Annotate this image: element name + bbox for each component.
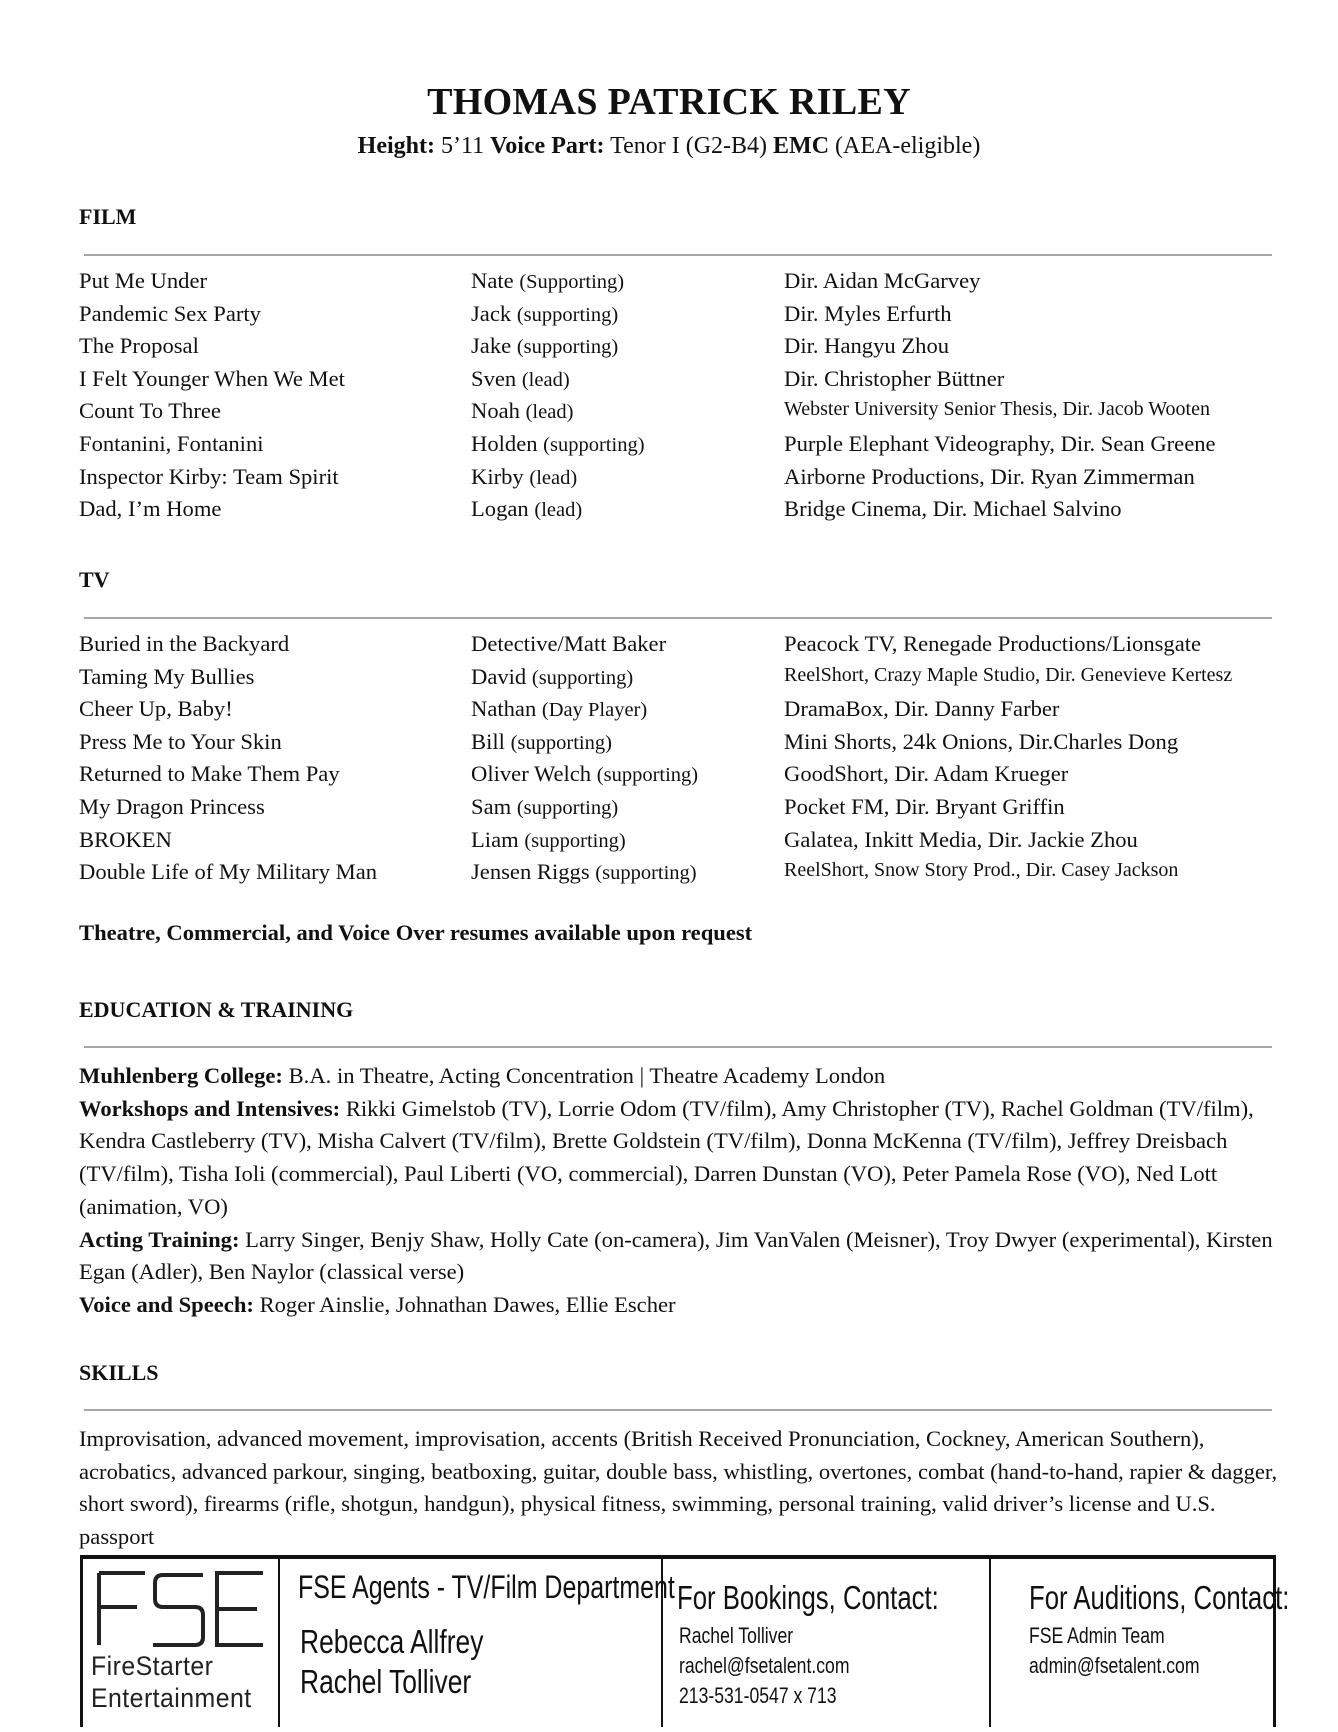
film-role-type: (lead) bbox=[525, 401, 574, 424]
film-title: Inspector Kirby: Team Spirit bbox=[79, 463, 339, 489]
tv-role: Nathan bbox=[471, 696, 537, 722]
tv-credit: DramaBox, Dir. Danny Farber bbox=[784, 696, 1060, 722]
bookings-phone: 213-531-0547 x 713 bbox=[679, 1683, 837, 1708]
tv-role: David bbox=[471, 663, 527, 689]
tv-role-type: (supporting) bbox=[510, 731, 612, 754]
film-role-cell bbox=[471, 398, 573, 424]
logo-line2: Entertainment bbox=[91, 1683, 252, 1713]
agents-title: FSE Agents - TV/Film Department bbox=[298, 1569, 675, 1605]
skills-divider bbox=[84, 1409, 1272, 1411]
workshops-text: Rikki Gimelstob (TV), Lorrie Odom (TV/film), Amy Christopher (TV), Rachel Goldman (TV/film), Kendra Castleberry (TV), Misha Calvert (TV/film), Brette Goldstein (TV/film), Donna McKenna (TV/film), Jeffrey Dreisbach (TV/film), Tisha Ioli (commercial), Paul Liberti (VO, commercial), Darren Dunstan (VO), Peter Pamela Rose (VO), Ned Lott (animation, VO) bbox=[79, 1095, 1254, 1219]
tv-credit-row bbox=[79, 827, 1279, 860]
bookings-name: Rachel Tolliver bbox=[679, 1623, 794, 1648]
film-title: Dad, I’m Home bbox=[79, 496, 222, 522]
tv-credit: Galatea, Inkitt Media, Dir. Jackie Zhou bbox=[784, 826, 1138, 852]
tv-role: Bill bbox=[471, 728, 505, 754]
film-title: I Felt Younger When We Met bbox=[79, 365, 345, 391]
film-credits-list bbox=[79, 268, 1279, 529]
film-role: Jake bbox=[471, 333, 512, 359]
college-line bbox=[79, 1060, 1279, 1093]
agency-box bbox=[80, 1555, 1290, 1727]
bookings-cell bbox=[663, 1559, 991, 1727]
film-role: Holden bbox=[471, 430, 538, 456]
tv-credit: ReelShort, Snow Story Prod., Dir. Casey Jackson bbox=[784, 859, 1179, 882]
tv-heading: TV bbox=[79, 567, 110, 592]
film-title: Fontanini, Fontanini bbox=[79, 430, 264, 456]
film-credit: Dir. Hangyu Zhou bbox=[784, 333, 950, 359]
bookings-email: rachel@fsetalent.com bbox=[679, 1653, 850, 1678]
tv-role-cell bbox=[471, 664, 633, 690]
film-title: Pandemic Sex Party bbox=[79, 300, 261, 326]
film-role-cell bbox=[471, 301, 618, 327]
film-credit-row bbox=[79, 496, 1279, 529]
film-role-type: (supporting) bbox=[516, 303, 619, 326]
tv-role-cell bbox=[471, 794, 618, 820]
voice-speech-text: Roger Ainslie, Johnathan Dawes, Ellie Escher bbox=[259, 1291, 676, 1317]
film-divider bbox=[84, 254, 1272, 256]
film-role-type: (lead) bbox=[529, 466, 578, 489]
film-role: Sven bbox=[471, 365, 517, 391]
tv-title: Double Life of My Military Man bbox=[79, 859, 378, 885]
tv-role-cell bbox=[471, 761, 698, 787]
tv-credit-row bbox=[79, 761, 1279, 794]
bookings-title: For Bookings, Contact: bbox=[677, 1579, 939, 1616]
tv-credits-list bbox=[79, 631, 1279, 892]
tv-title: Taming My Bullies bbox=[79, 663, 255, 689]
film-role-cell bbox=[471, 431, 645, 457]
education-body bbox=[79, 1060, 1279, 1322]
tv-title: My Dragon Princess bbox=[79, 793, 265, 819]
film-role: Kirby bbox=[471, 463, 524, 489]
tv-title: Buried in the Backyard bbox=[79, 631, 290, 656]
auditions-cell bbox=[991, 1559, 1290, 1727]
fse-logo-icon bbox=[93, 1569, 269, 1649]
film-title: Count To Three bbox=[79, 398, 221, 424]
acting-label: Acting Training: bbox=[79, 1226, 240, 1252]
tv-credit: Peacock TV, Renegade Productions/Lionsgate bbox=[784, 631, 1202, 656]
union-value: (AEA-eligible) bbox=[835, 133, 981, 159]
film-role: Logan bbox=[471, 496, 529, 522]
film-credit: Airborne Productions, Dir. Ryan Zimmerman bbox=[784, 463, 1195, 489]
tv-role-cell bbox=[471, 827, 626, 853]
tv-credit-row bbox=[79, 729, 1279, 762]
workshops-line bbox=[79, 1093, 1279, 1224]
film-credit: Dir. Aidan McGarvey bbox=[784, 268, 981, 293]
film-credit: Bridge Cinema, Dir. Michael Salvino bbox=[784, 496, 1122, 522]
film-role-type: (supporting) bbox=[543, 433, 645, 456]
skills-heading: SKILLS bbox=[79, 1360, 159, 1385]
tv-role: Detective/Matt Baker bbox=[471, 631, 667, 656]
tv-title: Press Me to Your Skin bbox=[79, 728, 282, 754]
agency-logo bbox=[83, 1559, 280, 1727]
film-credit: Dir. Christopher Büttner bbox=[784, 365, 1005, 391]
film-credit: Dir. Myles Erfurth bbox=[784, 300, 952, 326]
voice-line bbox=[79, 1289, 1279, 1322]
tv-credit-row bbox=[79, 696, 1279, 729]
tv-role-type: (supporting) bbox=[596, 764, 699, 787]
tv-credit: Mini Shorts, 24k Onions, Dir.Charles Dong bbox=[784, 728, 1179, 754]
tv-credit-row bbox=[79, 794, 1279, 827]
tv-role-type: (supporting) bbox=[531, 666, 634, 689]
logo-line1: FireStarter bbox=[91, 1651, 214, 1681]
height-value: 5’11 bbox=[441, 133, 485, 159]
tv-role: Sam bbox=[471, 793, 512, 819]
agent-1: Rebecca Allfrey bbox=[300, 1623, 484, 1660]
tv-divider bbox=[84, 617, 1272, 619]
height-label: Height: bbox=[357, 133, 435, 159]
film-title: Put Me Under bbox=[79, 268, 208, 293]
film-role: Noah bbox=[471, 398, 520, 424]
education-divider bbox=[84, 1046, 1272, 1048]
film-credit-row bbox=[79, 366, 1279, 399]
workshops-label: Workshops and Intensives: bbox=[79, 1095, 341, 1121]
film-role-cell bbox=[471, 366, 570, 392]
film-role-cell bbox=[471, 268, 624, 294]
film-role-type: (lead) bbox=[521, 368, 570, 391]
tv-role-cell bbox=[471, 729, 612, 755]
agent-2: Rachel Tolliver bbox=[300, 1663, 472, 1700]
acting-text: Larry Singer, Benjy Shaw, Holly Cate (on-camera), Jim VanValen (Meisner), Troy Dwyer (experimental), Kirsten Egan (Adler), Ben Naylor (classical verse) bbox=[79, 1226, 1273, 1285]
college-label: Muhlenberg College: bbox=[79, 1063, 283, 1088]
tv-credit: GoodShort, Dir. Adam Krueger bbox=[784, 761, 1069, 787]
acting-line bbox=[79, 1224, 1279, 1289]
film-credit-row bbox=[79, 464, 1279, 497]
film-role-type: (supporting) bbox=[516, 336, 619, 359]
auditions-name: FSE Admin Team bbox=[1029, 1623, 1165, 1648]
resumes-note: Theatre, Commercial, and Voice Over resumes available upon request bbox=[79, 920, 753, 945]
tv-credit-row bbox=[79, 859, 1279, 892]
agents-cell bbox=[280, 1559, 675, 1727]
film-credit-row bbox=[79, 301, 1279, 334]
tv-credit: ReelShort, Crazy Maple Studio, Dir. Genevieve Kertesz bbox=[784, 663, 1233, 686]
tv-credit-row bbox=[79, 664, 1279, 697]
tv-role-type: (supporting) bbox=[516, 796, 619, 819]
film-credit-row bbox=[79, 268, 1279, 301]
film-role: Jack bbox=[471, 300, 512, 326]
film-role-cell bbox=[471, 496, 582, 522]
tv-role-type: (supporting) bbox=[595, 862, 697, 885]
voice-speech-label: Voice and Speech: bbox=[79, 1291, 254, 1317]
tv-title: Cheer Up, Baby! bbox=[79, 696, 233, 722]
tv-credit-row bbox=[79, 631, 1279, 664]
tv-role-type: (supporting) bbox=[524, 829, 626, 852]
voice-label: Voice Part: bbox=[490, 133, 605, 159]
union-label: EMC bbox=[773, 133, 830, 159]
film-role-cell bbox=[471, 333, 618, 359]
college-text: B.A. in Theatre, Acting Concentration | Theatre Academy London bbox=[288, 1063, 886, 1088]
tv-role-cell bbox=[471, 631, 666, 657]
auditions-email: admin@fsetalent.com bbox=[1029, 1653, 1200, 1678]
film-title: The Proposal bbox=[79, 333, 199, 359]
film-credit-row bbox=[79, 398, 1279, 431]
actor-name: THOMAS PATRICK RILEY bbox=[427, 81, 911, 123]
film-credit-row bbox=[79, 431, 1279, 464]
film-credit-row bbox=[79, 333, 1279, 366]
film-role-type: (Supporting) bbox=[519, 271, 625, 293]
auditions-title: For Auditions, Contact: bbox=[1029, 1579, 1290, 1616]
film-heading: FILM bbox=[79, 204, 137, 229]
voice-value: Tenor I (G2-B4) bbox=[610, 133, 768, 159]
tv-role-cell bbox=[471, 859, 697, 885]
tv-role: Jensen Riggs bbox=[471, 859, 590, 885]
film-credit: Webster University Senior Thesis, Dir. Jacob Wooten bbox=[784, 398, 1210, 421]
tv-title: BROKEN bbox=[79, 826, 172, 852]
tv-title: Returned to Make Them Pay bbox=[79, 761, 340, 787]
film-role-type: (lead) bbox=[534, 499, 583, 522]
tv-credit: Pocket FM, Dir. Bryant Griffin bbox=[784, 793, 1065, 819]
education-heading: EDUCATION & TRAINING bbox=[79, 997, 354, 1022]
film-role: Nate bbox=[471, 268, 514, 293]
tv-role-cell bbox=[471, 696, 647, 722]
skills-text: Improvisation, advanced movement, improvisation, accents (British Received Pronunciation, Cockney, American Southern), acrobatics, advanced parkour, singing, beatboxing, guitar, double bass, whistling, overtones, combat (hand-to-hand, rapier & dagger, short sword), firearms (rifle, shotgun, handgun), physical fitness, swimming, personal training, valid driver’s license and U.S. passport bbox=[79, 1426, 1278, 1550]
tv-role: Oliver Welch bbox=[471, 761, 592, 787]
actor-stats bbox=[0, 133, 1338, 160]
film-credit: Purple Elephant Videography, Dir. Sean Greene bbox=[784, 430, 1216, 456]
film-role-cell bbox=[471, 464, 577, 490]
tv-role-type: (Day Player) bbox=[541, 699, 648, 722]
tv-role: Liam bbox=[471, 826, 519, 852]
